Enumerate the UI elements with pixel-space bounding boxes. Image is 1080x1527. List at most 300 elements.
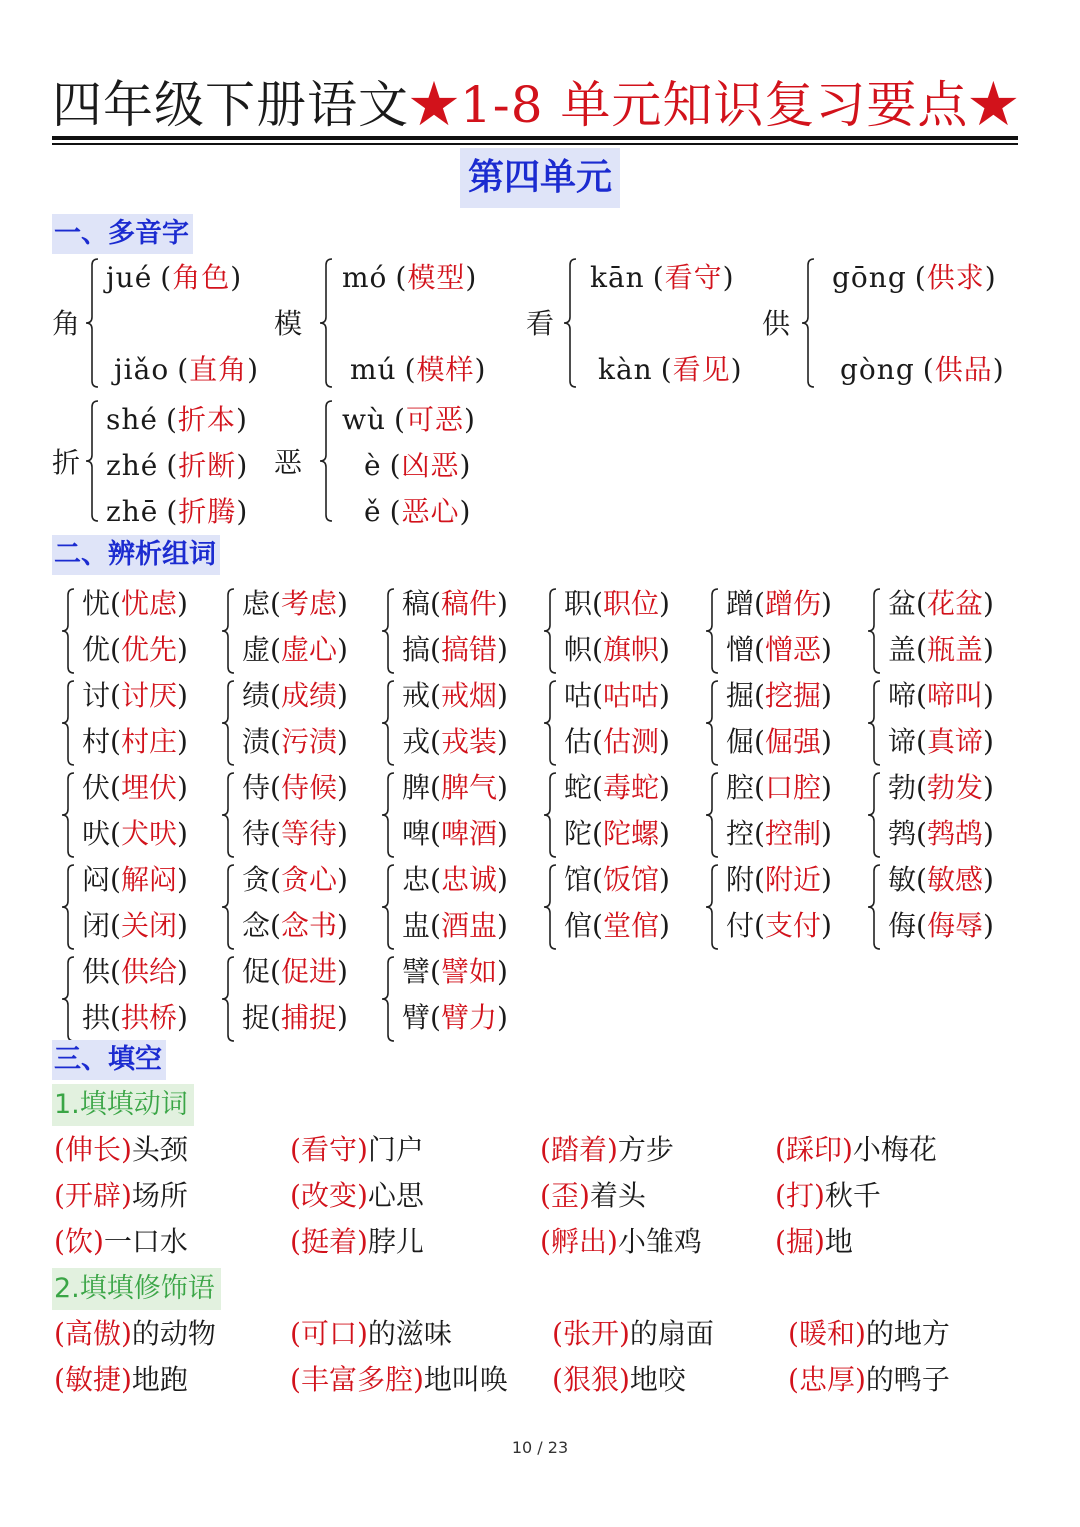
- paren-close: ): [820, 587, 832, 620]
- paren-open: (: [389, 449, 402, 482]
- word-pair-line: [402, 674, 508, 718]
- paren-close: ): [658, 587, 670, 620]
- subheading-modifiers: 2.填填修饰语: [52, 1268, 221, 1310]
- paren-close: ): [235, 403, 248, 436]
- paren-open: (: [652, 261, 665, 294]
- pair-char: 讨: [82, 679, 111, 712]
- paren-close: ): [247, 353, 260, 386]
- pair-char: 啼: [888, 679, 917, 712]
- subheading-verbs: 1.填填动词: [52, 1084, 194, 1126]
- pair-char: 优: [82, 633, 111, 666]
- paren-open: (: [540, 1225, 551, 1258]
- word-pair-line: [82, 582, 188, 626]
- paren-close: ): [820, 633, 832, 666]
- paren-close: ): [496, 817, 508, 850]
- paren-open: (: [270, 725, 281, 758]
- modifier-phrase: [290, 1314, 452, 1354]
- word-pair-line: [242, 582, 348, 626]
- fill-answer: 掘: [785, 1225, 814, 1258]
- paren-open: (: [166, 449, 179, 482]
- pair-char: 闭: [82, 909, 111, 942]
- word-pair-line: [888, 858, 994, 902]
- page-header: [52, 72, 1018, 144]
- pair-char: 鹁: [888, 817, 917, 850]
- fill-text: 脖儿: [367, 1225, 424, 1258]
- reading-row: [342, 258, 477, 298]
- paren-open: (: [540, 1133, 551, 1166]
- fill-text: 地跑: [131, 1363, 188, 1396]
- paren-open: (: [110, 725, 121, 758]
- word-pair-line: [242, 766, 348, 810]
- fill-text: 着头: [589, 1179, 646, 1212]
- pair-word: 戎装: [440, 725, 497, 758]
- pair-word: 倔强: [764, 725, 821, 758]
- paren-close: ): [982, 679, 994, 712]
- pair-char: 估: [564, 725, 593, 758]
- example-word: 可恶: [405, 403, 464, 436]
- paren-close: ): [658, 725, 670, 758]
- paren-open: (: [592, 679, 603, 712]
- example-word: 模样: [416, 353, 475, 386]
- brace-icon: [318, 400, 334, 522]
- example-word: 供求: [926, 261, 985, 294]
- pair-word: 埋伏: [120, 771, 177, 804]
- fill-answer: 敏捷: [64, 1363, 121, 1396]
- word-pair-line: [726, 812, 832, 856]
- paren-close: ): [336, 587, 348, 620]
- brace-icon: [704, 864, 720, 950]
- fill-text: 的动物: [131, 1317, 216, 1350]
- verb-phrase: [775, 1222, 853, 1262]
- pinyin: mó: [342, 261, 388, 294]
- paren-close: ): [854, 1317, 866, 1350]
- word-pair-line: [726, 674, 832, 718]
- pinyin: è: [364, 449, 382, 482]
- paren-open: (: [270, 817, 281, 850]
- paren-open: (: [754, 587, 765, 620]
- pair-word: 忠诚: [440, 863, 497, 896]
- paren-close: ): [356, 1179, 368, 1212]
- verb-phrase: [54, 1222, 188, 1262]
- verb-phrase: [540, 1222, 702, 1262]
- fill-answer: 暖和: [798, 1317, 855, 1350]
- pair-word: 旗帜: [602, 633, 659, 666]
- brace-icon: [220, 588, 236, 674]
- pair-word: 促进: [280, 955, 337, 988]
- paren-close: ): [336, 863, 348, 896]
- fill-answer: 孵出: [550, 1225, 607, 1258]
- brace-icon: [84, 258, 100, 388]
- word-pair-line: [82, 628, 188, 672]
- pair-word: 职位: [602, 587, 659, 620]
- paren-close: ): [336, 725, 348, 758]
- brace-icon: [380, 864, 396, 950]
- paren-open: (: [788, 1363, 799, 1396]
- paren-close: ): [356, 1133, 368, 1166]
- brace-icon: [866, 864, 882, 950]
- paren-open: (: [430, 863, 441, 896]
- pinyin: shé: [106, 403, 158, 436]
- paren-close: ): [722, 261, 735, 294]
- pair-char: 忠: [402, 863, 431, 896]
- paren-open: (: [389, 495, 402, 528]
- brace-icon: [220, 956, 236, 1042]
- pair-word: 稿件: [440, 587, 497, 620]
- brace-icon: [380, 680, 396, 766]
- word-pair-group: [542, 766, 697, 866]
- paren-open: (: [290, 1225, 301, 1258]
- word-pair-line: [402, 950, 508, 994]
- fill-text: 秋千: [824, 1179, 881, 1212]
- example-word: 供品: [934, 353, 993, 386]
- pair-char: 职: [564, 587, 593, 620]
- word-pair-group: [866, 674, 1021, 774]
- pair-word: 啼叫: [926, 679, 983, 712]
- word-pair-line: [242, 628, 348, 672]
- pair-word: 侍候: [280, 771, 337, 804]
- paren-open: (: [754, 633, 765, 666]
- paren-open: (: [754, 771, 765, 804]
- paren-open: (: [914, 261, 927, 294]
- paren-open: (: [592, 633, 603, 666]
- pair-char: 戒: [402, 679, 431, 712]
- pair-char: 控: [726, 817, 755, 850]
- paren-close: ): [474, 353, 487, 386]
- fill-answer: 丰富多腔: [300, 1363, 413, 1396]
- word-pair-line: [242, 674, 348, 718]
- word-pair-line: [564, 720, 670, 764]
- verb-phrase: [775, 1176, 881, 1216]
- pair-char: 敏: [888, 863, 917, 896]
- word-pair-line: [402, 858, 508, 902]
- paren-close: ): [618, 1317, 630, 1350]
- paren-close: ): [854, 1363, 866, 1396]
- pair-char: 拱: [82, 1001, 111, 1034]
- paren-close: ): [658, 909, 670, 942]
- word-pair-line: [82, 812, 188, 856]
- paren-open: (: [430, 1001, 441, 1034]
- word-pair-line: [564, 904, 670, 948]
- pair-word: 酒盅: [440, 909, 497, 942]
- paren-close: ): [820, 909, 832, 942]
- pair-char: 盆: [888, 587, 917, 620]
- brace-icon: [866, 680, 882, 766]
- paren-open: (: [270, 909, 281, 942]
- word-pair-line: [82, 766, 188, 810]
- reading-row: [106, 258, 242, 298]
- paren-close: ): [120, 1363, 132, 1396]
- paren-open: (: [754, 725, 765, 758]
- brace-icon: [60, 680, 76, 766]
- fill-text: 门户: [367, 1133, 424, 1166]
- fill-text: 小雏鸡: [617, 1225, 702, 1258]
- paren-open: (: [110, 771, 121, 804]
- paren-close: ): [176, 955, 188, 988]
- word-pair-line: [82, 674, 188, 718]
- pair-word: 考虑: [280, 587, 337, 620]
- pair-char: 虚: [242, 633, 271, 666]
- reading-row: [342, 400, 476, 440]
- page-title: [52, 72, 1019, 138]
- paren-open: (: [177, 353, 190, 386]
- pair-word: 忧虑: [120, 587, 177, 620]
- word-pair-group: [866, 582, 1021, 682]
- paren-close: ): [496, 909, 508, 942]
- paren-open: (: [54, 1317, 65, 1350]
- pair-word: 挖掘: [764, 679, 821, 712]
- brace-icon: [866, 772, 882, 858]
- pair-word: 花盆: [926, 587, 983, 620]
- verb-phrase: [290, 1222, 424, 1262]
- paren-open: (: [592, 909, 603, 942]
- paren-open: (: [430, 725, 441, 758]
- paren-open: (: [110, 817, 121, 850]
- paren-open: (: [290, 1133, 301, 1166]
- fill-text: 小梅花: [852, 1133, 937, 1166]
- word-pair-group: [704, 582, 859, 682]
- word-pair-group: [60, 766, 215, 866]
- paren-open: (: [775, 1225, 786, 1258]
- pair-word: 捕捉: [280, 1001, 337, 1034]
- fill-answer: 可口: [300, 1317, 357, 1350]
- paren-close: ): [336, 771, 348, 804]
- paren-open: (: [754, 863, 765, 896]
- paren-open: (: [270, 771, 281, 804]
- brace-icon: [84, 400, 100, 522]
- paren-open: (: [916, 909, 927, 942]
- title-rule-thin: [52, 143, 1018, 145]
- paren-open: (: [922, 353, 935, 386]
- pair-word: 念书: [280, 909, 337, 942]
- brace-icon: [542, 772, 558, 858]
- word-pair-line: [402, 628, 508, 672]
- brace-icon: [800, 258, 816, 388]
- paren-open: (: [290, 1179, 301, 1212]
- paren-open: (: [660, 353, 673, 386]
- pair-word: 瓶盖: [926, 633, 983, 666]
- pair-word: 解闷: [120, 863, 177, 896]
- word-pair-group: [866, 858, 1021, 958]
- modifier-phrase: [290, 1360, 508, 1400]
- paren-close: ): [176, 725, 188, 758]
- pair-word: 讨厌: [120, 679, 177, 712]
- paren-open: (: [110, 633, 121, 666]
- paren-close: ): [336, 679, 348, 712]
- paren-open: (: [540, 1179, 551, 1212]
- word-pair-group: [220, 858, 375, 958]
- word-pair-line: [402, 904, 508, 948]
- word-pair-line: [888, 904, 994, 948]
- polyphone-char: 供: [762, 307, 791, 340]
- word-pair-line: [82, 720, 188, 764]
- pair-char: 戎: [402, 725, 431, 758]
- fill-answer: 挺着: [300, 1225, 357, 1258]
- paren-close: ): [336, 633, 348, 666]
- fill-text: 一口水: [103, 1225, 188, 1258]
- fill-text: 方步: [617, 1133, 674, 1166]
- paren-close: ): [176, 863, 188, 896]
- example-word: 凶恶: [401, 449, 460, 482]
- word-pair-line: [242, 950, 348, 994]
- brace-icon: [704, 680, 720, 766]
- pair-word: 关闭: [120, 909, 177, 942]
- pinyin: gòng: [840, 353, 915, 386]
- paren-close: ): [176, 817, 188, 850]
- word-pair-line: [242, 858, 348, 902]
- word-pair-group: [380, 858, 535, 958]
- paren-close: ): [820, 725, 832, 758]
- pair-char: 稿: [402, 587, 431, 620]
- pair-word: 供给: [120, 955, 177, 988]
- pair-word: 憎恶: [764, 633, 821, 666]
- pair-char: 侮: [888, 909, 917, 942]
- paren-close: ): [92, 1225, 104, 1258]
- pair-char: 腔: [726, 771, 755, 804]
- paren-close: ): [813, 1179, 825, 1212]
- paren-open: (: [430, 817, 441, 850]
- paren-close: ): [459, 495, 472, 528]
- word-pair-line: [726, 720, 832, 764]
- pair-char: 付: [726, 909, 755, 942]
- fill-answer: 看守: [300, 1133, 357, 1166]
- paren-close: ): [618, 1363, 630, 1396]
- pair-word: 犬吠: [120, 817, 177, 850]
- paren-open: (: [395, 261, 408, 294]
- pair-word: 饭馆: [602, 863, 659, 896]
- paren-close: ): [412, 1363, 424, 1396]
- pair-word: 咕咕: [602, 679, 659, 712]
- fill-answer: 歪: [550, 1179, 579, 1212]
- paren-close: ): [356, 1225, 368, 1258]
- paren-close: ): [176, 909, 188, 942]
- paren-open: (: [110, 955, 121, 988]
- brace-icon: [60, 956, 76, 1042]
- paren-open: (: [270, 679, 281, 712]
- fill-answer: 伸长: [64, 1133, 121, 1166]
- word-pair-line: [726, 858, 832, 902]
- word-pair-line: [726, 904, 832, 948]
- paren-open: (: [916, 725, 927, 758]
- fill-answer: 打: [785, 1179, 814, 1212]
- reading-row: [598, 350, 743, 390]
- pair-char: 盅: [402, 909, 431, 942]
- paren-open: (: [916, 817, 927, 850]
- pair-char: 侍: [242, 771, 271, 804]
- reading-row: [106, 492, 248, 532]
- polyphone-char: 看: [526, 307, 555, 340]
- paren-close: ): [982, 817, 994, 850]
- fill-text: 头颈: [131, 1133, 188, 1166]
- paren-open: (: [160, 261, 173, 294]
- paren-close: ): [606, 1133, 618, 1166]
- paren-close: ): [176, 1001, 188, 1034]
- pair-char: 捉: [242, 1001, 271, 1034]
- paren-close: ): [496, 1001, 508, 1034]
- pinyin: ě: [364, 495, 382, 528]
- pair-word: 等待: [280, 817, 337, 850]
- section-heading-fill: 三、填空: [52, 1040, 166, 1080]
- paren-open: (: [430, 679, 441, 712]
- paren-open: (: [592, 771, 603, 804]
- example-word: 模型: [407, 261, 466, 294]
- brace-icon: [60, 588, 76, 674]
- paren-close: ): [820, 771, 832, 804]
- paren-close: ): [176, 587, 188, 620]
- word-pair-line: [888, 766, 994, 810]
- polyphone-char: 模: [274, 307, 303, 340]
- paren-close: ): [463, 403, 476, 436]
- paren-open: (: [430, 909, 441, 942]
- paren-open: (: [430, 955, 441, 988]
- brace-icon: [60, 772, 76, 858]
- pair-char: 蹭: [726, 587, 755, 620]
- pair-word: 优先: [120, 633, 177, 666]
- paren-close: ): [336, 1001, 348, 1034]
- paren-close: ): [120, 1317, 132, 1350]
- word-pair-line: [888, 674, 994, 718]
- word-pair-line: [82, 950, 188, 994]
- reading-row: [364, 492, 471, 532]
- reading-row: [106, 446, 248, 486]
- word-pair-group: [60, 950, 215, 1050]
- paren-open: (: [165, 403, 178, 436]
- paren-close: ): [230, 261, 243, 294]
- modifier-phrase: [54, 1314, 216, 1354]
- word-pair-line: [242, 996, 348, 1040]
- reading-row: [590, 258, 735, 298]
- pair-char: 待: [242, 817, 271, 850]
- pair-char: 譬: [402, 955, 431, 988]
- fill-answer: 忠厚: [798, 1363, 855, 1396]
- fill-answer: 高傲: [64, 1317, 121, 1350]
- paren-open: (: [592, 817, 603, 850]
- paren-close: ): [336, 955, 348, 988]
- word-pair-group: [704, 858, 859, 958]
- example-word: 直角: [189, 353, 248, 386]
- paren-close: ): [813, 1225, 825, 1258]
- verb-phrase: [775, 1130, 937, 1170]
- word-pair-line: [82, 996, 188, 1040]
- brace-icon: [542, 680, 558, 766]
- pair-char: 帜: [564, 633, 593, 666]
- pair-char: 馆: [564, 863, 593, 896]
- word-pair-group: [220, 582, 375, 682]
- word-pair-line: [82, 904, 188, 948]
- pair-char: 绩: [242, 679, 271, 712]
- word-pair-group: [380, 674, 535, 774]
- brace-icon: [220, 772, 236, 858]
- pair-char: 供: [82, 955, 111, 988]
- word-pair-group: [542, 582, 697, 682]
- fill-answer: 踩印: [785, 1133, 842, 1166]
- paren-close: ): [496, 863, 508, 896]
- pair-char: 脾: [402, 771, 431, 804]
- paren-close: ): [820, 817, 832, 850]
- paren-close: ): [496, 633, 508, 666]
- fill-text: 场所: [131, 1179, 188, 1212]
- pair-char: 盖: [888, 633, 917, 666]
- word-pair-group: [60, 582, 215, 682]
- pair-word: 敏感: [926, 863, 983, 896]
- paren-close: ): [730, 353, 743, 386]
- pair-word: 拱桥: [120, 1001, 177, 1034]
- polyphone-char: 恶: [274, 446, 303, 479]
- pair-word: 臂力: [440, 1001, 497, 1034]
- paren-open: (: [754, 679, 765, 712]
- word-pair-line: [888, 720, 994, 764]
- word-pair-line: [242, 812, 348, 856]
- brace-icon: [704, 772, 720, 858]
